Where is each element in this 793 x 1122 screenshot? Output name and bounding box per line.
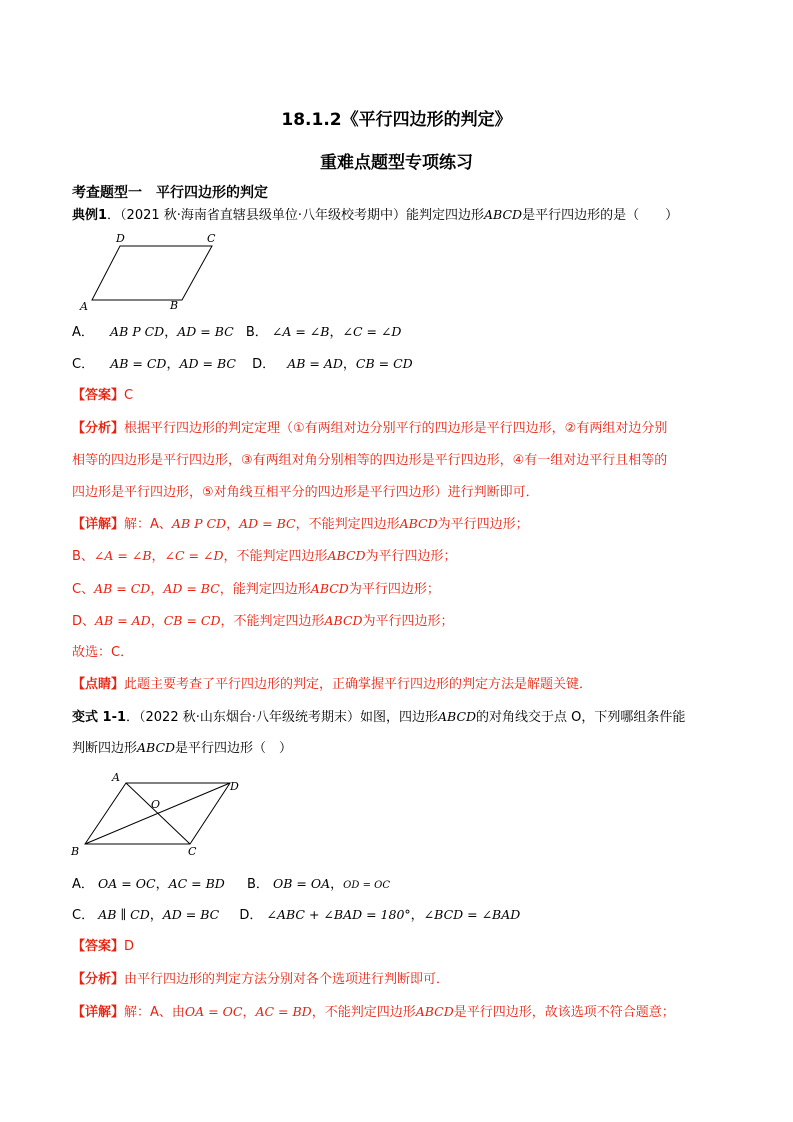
q1-opt-a-label: A． [72, 325, 94, 340]
q2-parallelogram-figure [66, 768, 251, 863]
q2-detail-a: 【详解】解：A、由OA = OC，AC = BD，不能判定四边形ABCD是平行四边形，故该选项不符合题意； [72, 1004, 675, 1020]
q1-detail-a: 【详解】解：A、AB P CD，AD = BC，不能判定四边形ABCD为平行四边形； [72, 516, 529, 532]
q1-label-a: A [80, 300, 88, 313]
q2-label-d: D [230, 780, 239, 793]
q1-label-b: B [170, 299, 179, 312]
q1-analysis-2: 相等的四边形是平行四边形，③有两组对角分别相等的四边形是平行四边形，④有一组对边平行且相等的 [72, 453, 668, 468]
q2-stem-line2: 判断四边形ABCD是平行四边形（ ） [72, 740, 293, 756]
page-subtitle: 重难点题型专项练习 [320, 153, 473, 173]
q2-label-b: B [71, 845, 80, 858]
q1-label-d: D [116, 232, 125, 245]
q2-opt-a-label: A． [72, 877, 94, 892]
q1-detail-b: B、∠A = ∠B，∠C = ∠D，不能判定四边形ABCD为平行四边形； [72, 548, 457, 564]
q1-opt-b-label: B． [245, 325, 268, 340]
q1-label: 典例1 [72, 208, 108, 223]
q1-parallelogram-figure [70, 230, 230, 315]
q2-opt-b-label: B． [246, 877, 269, 892]
q1-comment: 【点睛】此题主要考查了平行四边形的判定，正确掌握平行四边形的判定方法是解题关键． [72, 677, 593, 692]
q2-label-a: A [112, 771, 120, 784]
q1-label-c: C [207, 232, 216, 245]
q2-opt-c-label: C． [72, 908, 95, 923]
q1-opt-c-label: C． [72, 357, 95, 372]
q1-analysis-1: 【分析】根据平行四边形的判定定理（①有两组对边分别平行的四边形是平行四边形，②有两组对边分别 [72, 421, 668, 436]
q2-answer: 【答案】D [72, 939, 135, 954]
q1-detail-c: C、AB = CD，AD = BC，能判定四边形ABCD为平行四边形； [72, 581, 440, 597]
q2-diagonal-bd [85, 783, 230, 844]
q2-opt-d-label: D． [239, 908, 263, 923]
q1-analysis-3: 四边形是平行四边形，⑤对角线互相平分的四边形是平行四边形）进行判断即可． [72, 485, 539, 500]
q2-options-row1: A． OA = OC，AC = BD B． OB = OA，OD = OC [72, 876, 390, 892]
q1-options-row1: A． AB P CD，AD = BC B． ∠A = ∠B，∠C = ∠D [72, 324, 402, 340]
q1-conclusion: 故选：C． [72, 645, 134, 660]
section-heading: 考查题型一 平行四边形的判定 [72, 185, 268, 201]
q2-stem-line1: 变式 1-1．（2022 秋·山东烟台·八年级统考期末）如图，四边形ABCD的对角线交于点 O，下列哪组条件能 [72, 709, 686, 725]
q1-answer: 【答案】C [72, 388, 134, 403]
q1-detail-d: D、AB = AD，CB = CD，不能判定四边形ABCD为平行四边形； [72, 613, 454, 629]
page-title: 18.1.2《平行四边形的判定》 [281, 110, 512, 130]
q1-parallelogram [92, 246, 212, 300]
q2-analysis: 【分析】由平行四边形的判定方法分别对各个选项进行判断即可． [72, 972, 450, 987]
q2-label-c: C [188, 845, 197, 858]
q2-label-o: O [151, 798, 161, 811]
q1-options-row2: C． AB = CD，AD = BC D． AB = AD，CB = CD [72, 356, 413, 372]
q1-stem: 典例1．（2021 秋·海南省直辖县级单位·八年级校考期中）能判定四边形ABCD是平行四边形的是（ ） [72, 207, 679, 223]
q2-label: 变式 1-1 [72, 710, 127, 725]
q2-options-row2: C． AB ∥ CD，AD = BC D． ∠ABC + ∠BAD = 180°，∠BCD = ∠BAD [72, 907, 521, 923]
q1-opt-d-label: D． [252, 357, 276, 372]
